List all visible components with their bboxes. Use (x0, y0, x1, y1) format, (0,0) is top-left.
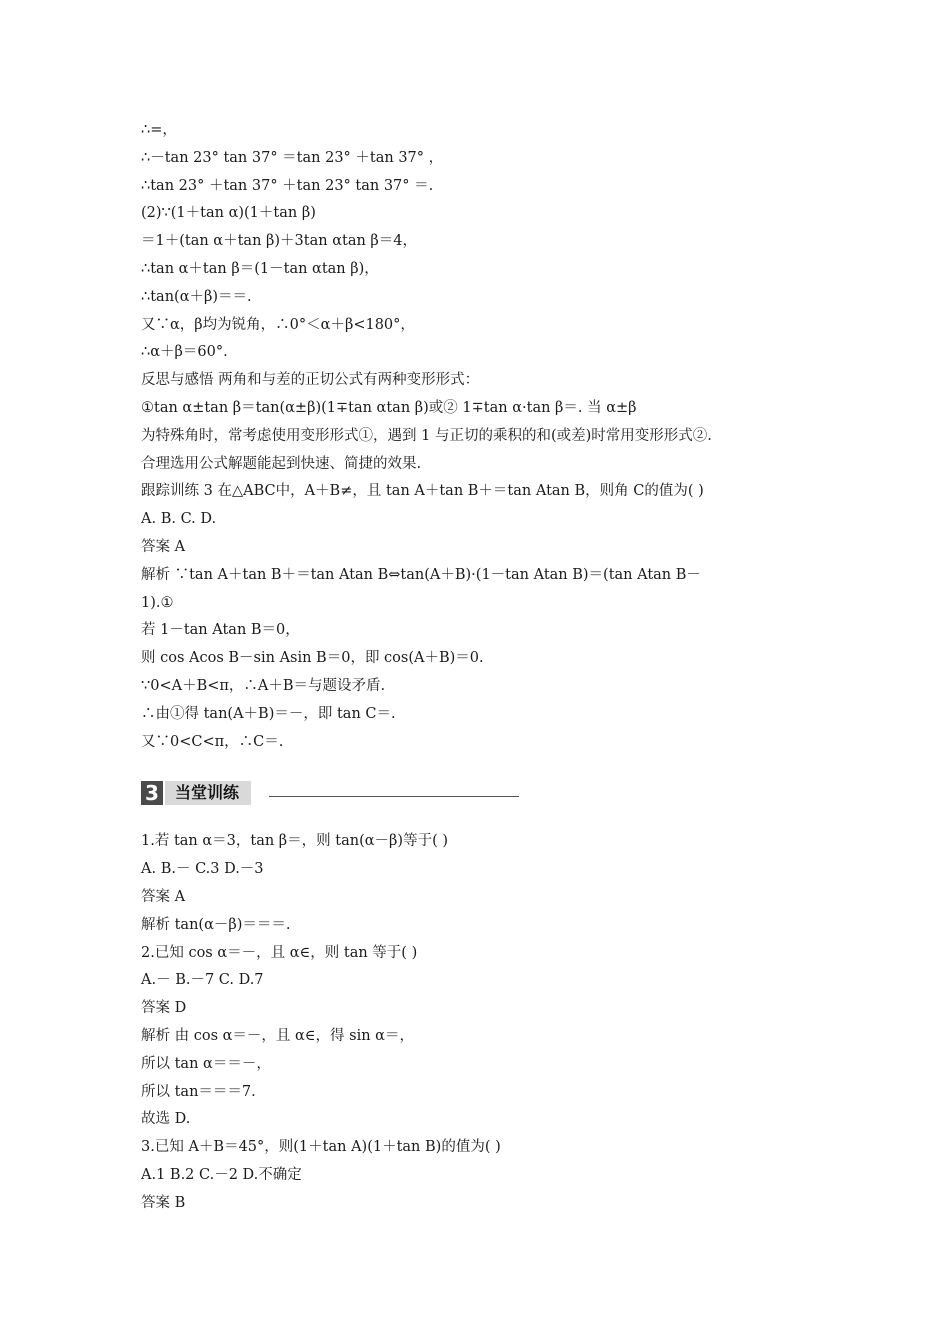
answer-line: 答案 B (141, 1194, 186, 1211)
answer-line: 答案 D (141, 1000, 187, 1017)
text-line: 则 cos Acos B－sin Asin B＝0，即 cos(A＋B)＝0. (141, 650, 484, 667)
exercise-question: 跟踪训练 3 在△ABC中，A＋B≠，且 tan A＋tan B＋＝tan Atan B，则角 C的值为( ) (141, 483, 704, 500)
text-line: ①tan α±tan β＝tan(α±β)(1∓tan αtan β)或② 1∓tan α·tan β＝. 当 α±β (141, 399, 637, 416)
reflection-block (141, 367, 821, 478)
answer-line: 答案 A (141, 538, 186, 555)
practice-block (141, 828, 821, 1217)
text-line: 1).① (141, 594, 174, 611)
question-3: 3.已知 A＋B＝45°，则(1＋tan A)(1＋tan B)的值为( ) (141, 1139, 501, 1156)
text-line: 所以 tan＝＝＝7. (141, 1083, 256, 1100)
text-line: ∴－tan 23° tan 37° ＝tan 23° ＋tan 37° ， (141, 149, 444, 166)
question-2: 2.已知 cos α＝－，且 α∈，则 tan 等于( ) (141, 944, 418, 961)
section-number: 3 (141, 781, 163, 805)
question-1: 1.若 tan α＝3，tan β＝，则 tan(α－β)等于( ) (141, 833, 449, 850)
section-divider (269, 796, 519, 797)
text-line: 为特殊角时，常考虑使用变形形式①，遇到 1 与正切的乘积的和(或差)时常用变形形式②. (141, 427, 712, 444)
text-line: 又∵0<C<π，∴C＝. (141, 733, 284, 750)
text-line: ∴由①得 tan(A＋B)＝－，即 tan C＝. (141, 705, 396, 722)
text-line: 若 1－tan Atan B＝0， (141, 622, 300, 639)
question-1-options: A. B.－ C.3 D.－3 (141, 861, 264, 878)
section-header (141, 778, 821, 808)
analysis-line: 解析 由 cos α＝－，且 α∈，得 sin α＝， (141, 1027, 414, 1044)
analysis-line: 解析 tan(α－β)＝＝＝. (141, 916, 291, 933)
text-line: 合理选用公式解题能起到快速、简捷的效果. (141, 455, 422, 472)
text-line: 又∵α，β均为锐角，∴0°＜α＋β<180°， (141, 316, 415, 333)
question-3-options: A.1 B.2 C.－2 D.不确定 (141, 1166, 302, 1183)
text-line: ＝1＋(tan α＋tan β)＋3tan αtan β＝4， (141, 233, 418, 250)
text-line: ∴tan α＋tan β＝(1－tan αtan β)， (141, 260, 379, 277)
text-line: 所以 tan α＝＝－， (141, 1055, 271, 1072)
text-line: (2)∵(1＋tan α)(1＋tan β) (141, 205, 316, 222)
text-line: ∵0<A＋B<π，∴A＋B＝与题设矛盾. (141, 677, 386, 694)
text-line: ∴tan 23° ＋tan 37° ＋tan 23° tan 37° ＝. (141, 177, 434, 194)
text-line: 故选 D. (141, 1111, 191, 1128)
reflection-heading: 反思与感悟 两角和与差的正切公式有两种变形形式： (141, 372, 480, 389)
question-2-options: A.－ B.－7 C. D.7 (141, 972, 264, 989)
text-line: ∴tan(α＋β)＝＝. (141, 288, 252, 305)
exercise-options: A. B. C. D. (141, 511, 217, 528)
solution-block (141, 117, 821, 367)
follow-up-exercise (141, 478, 821, 756)
answer-line: 答案 A (141, 888, 186, 905)
section-title: 当堂训练 (165, 781, 251, 805)
text-line: ∴α＋β＝60°. (141, 344, 228, 361)
text-line: ∴=， (141, 122, 177, 138)
document-page (141, 117, 821, 1217)
analysis-line: 解析 ∵tan A＋tan B＋＝tan Atan B⇔tan(A＋B)·(1－tan Atan B)＝(tan Atan B－ (141, 566, 701, 583)
